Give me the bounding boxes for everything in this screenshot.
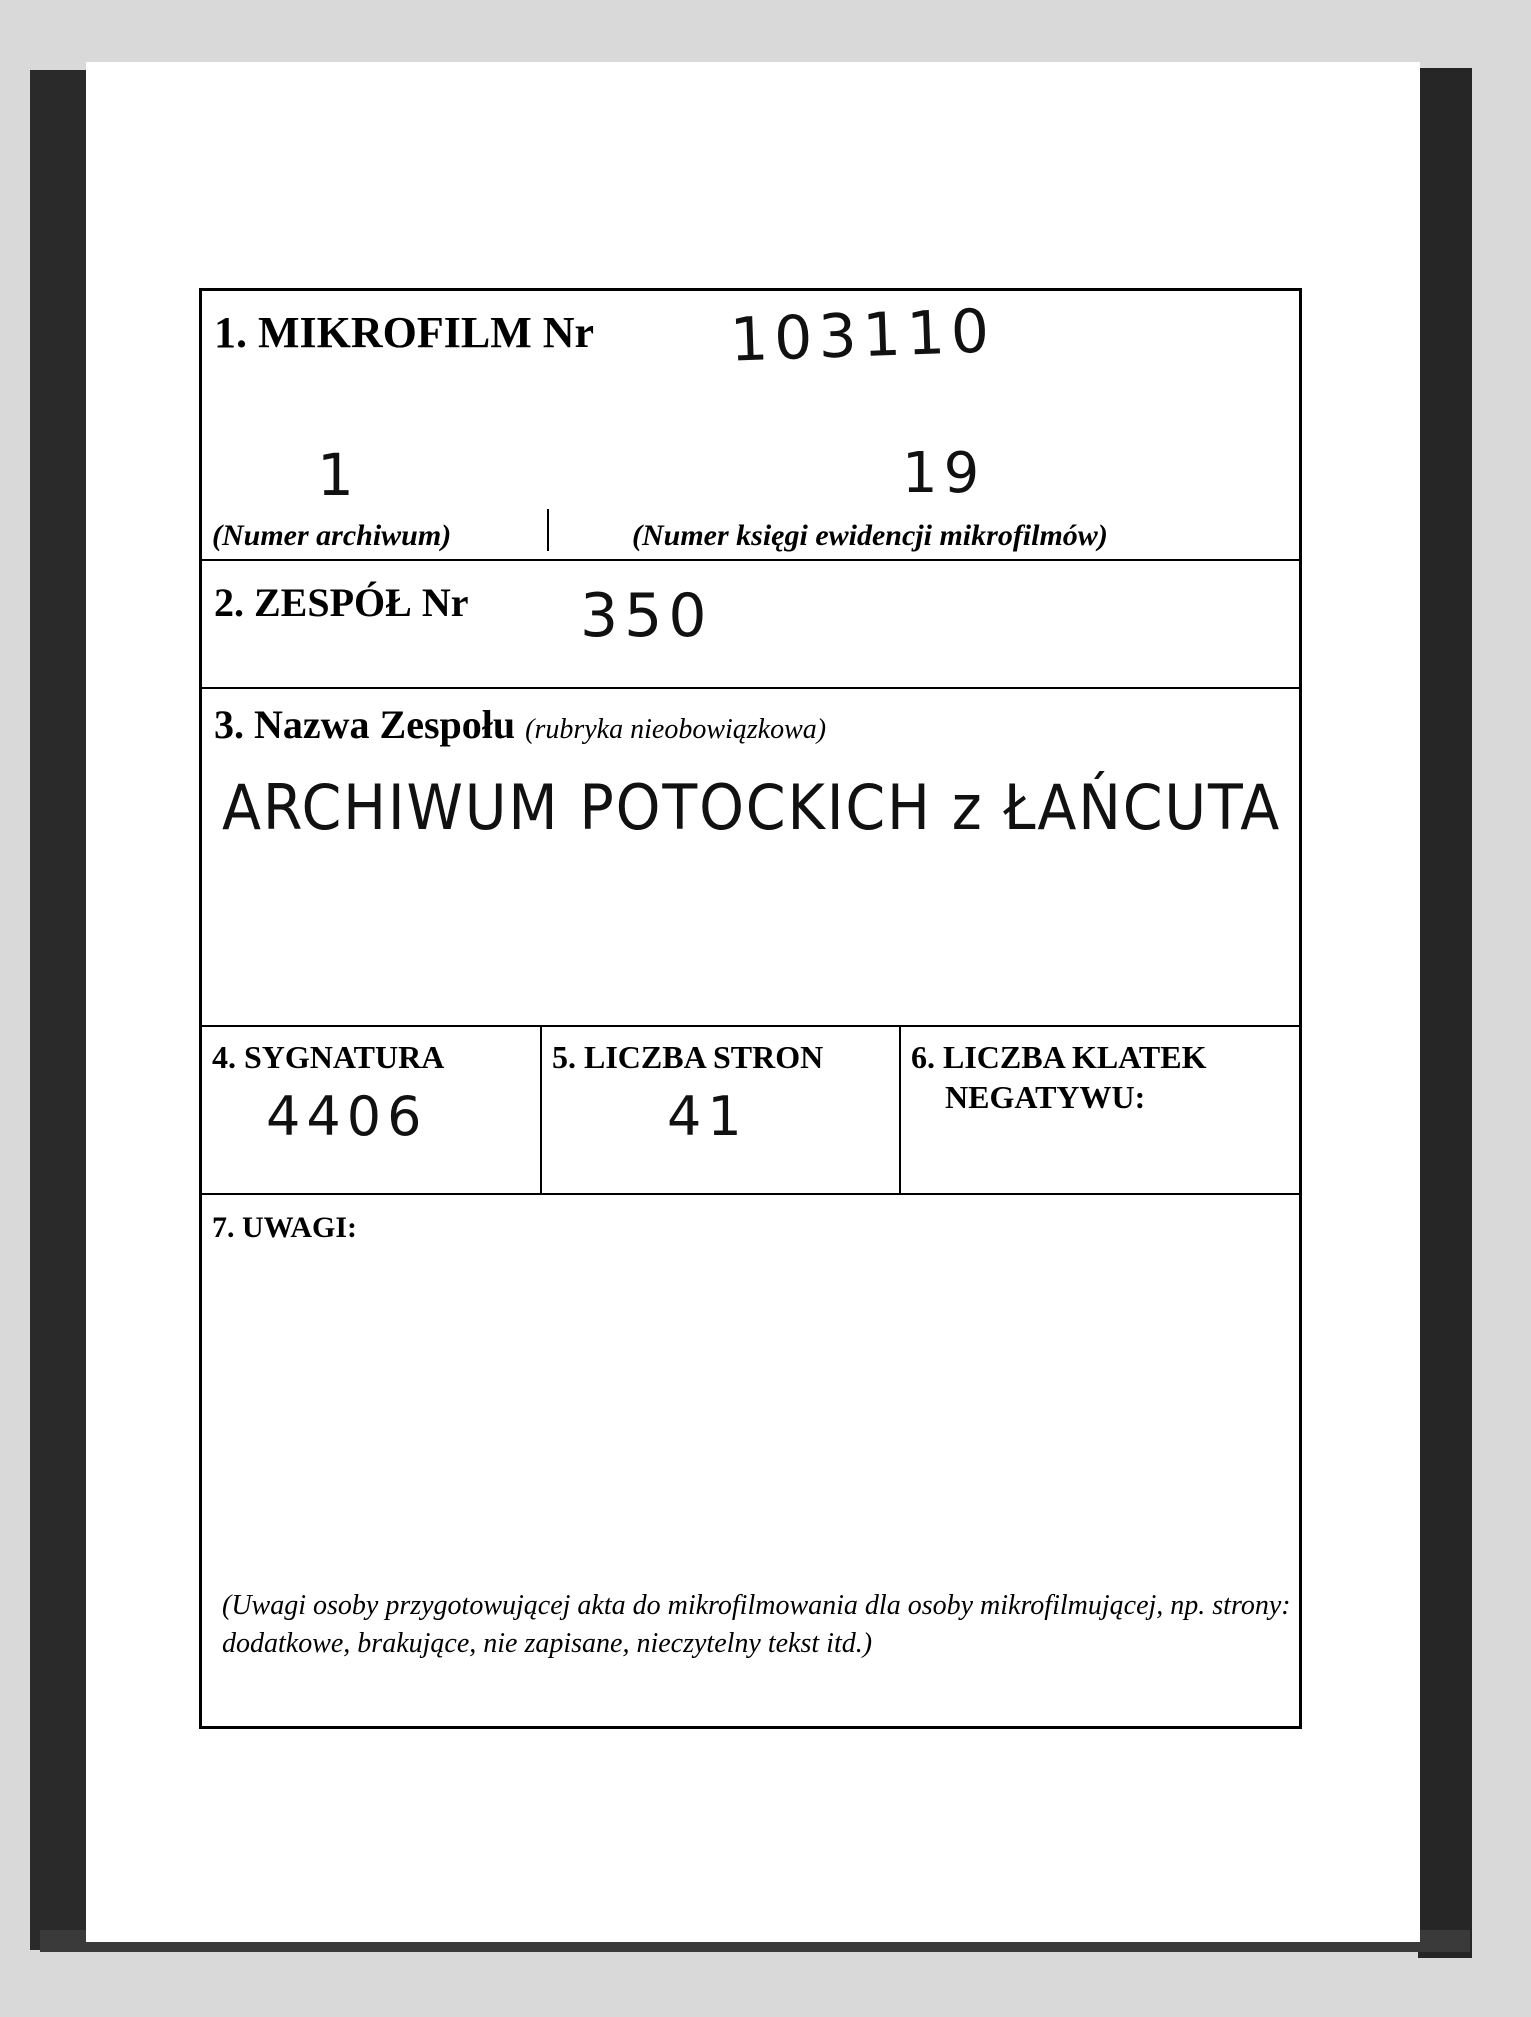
register-number-value: 19 (902, 441, 986, 506)
microfilm-label: 1. MIKROFILM Nr (214, 308, 595, 357)
remarks-note: (Uwagi osoby przygotowującej akta do mikrofilmowania dla osoby mikrofilmującej, np. strony: dodatkowe, brakujące, nie zapisane, nieczytelny tekst itd.) (222, 1590, 1291, 1659)
row-microfilm-number (202, 291, 1299, 561)
frame-count-label-line1: 6. LICZBA KLATEK (911, 1039, 1207, 1075)
caption-divider (547, 509, 549, 551)
row-fonds-name (202, 689, 1299, 1027)
signature-value: 4406 (266, 1085, 428, 1148)
frame-count-label-line2: NEGATYWU: (945, 1079, 1146, 1115)
row-counts (202, 1027, 1299, 1195)
remarks-label: 7. UWAGI: (212, 1211, 358, 1244)
frame-count-cell (901, 1027, 1301, 1193)
archive-number-value: 1 (317, 441, 360, 509)
page-count-label: 5. LICZBA STRON (552, 1039, 824, 1075)
archive-number-caption: (Numer archiwum) (212, 519, 452, 552)
row-remarks (202, 1195, 1299, 1726)
fonds-name-hint: (rubryka nieobowiązkowa) (525, 714, 827, 745)
microfilm-form (199, 288, 1302, 1729)
page-count-cell (542, 1027, 901, 1193)
register-number-caption: (Numer księgi ewidencji mikrofilmów) (632, 519, 1108, 552)
row-fonds-number (202, 561, 1299, 689)
fonds-number-value: 350 (580, 581, 713, 651)
fonds-name-value: ARCHIWUM POTOCKICH z ŁAŃCUTA (222, 771, 1282, 844)
microfilm-number-value: 103110 (728, 296, 997, 376)
signature-cell (202, 1027, 542, 1193)
scan-edge-left (30, 70, 88, 1950)
page-count-value: 41 (667, 1085, 748, 1148)
fonds-name-label (214, 701, 826, 748)
scan-edge-right (1418, 68, 1472, 1958)
fonds-name-label-text: 3. Nazwa Zespołu (214, 702, 516, 747)
signature-label: 4. SYGNATURA (212, 1039, 445, 1075)
fonds-number-label: 2. ZESPÓŁ Nr (214, 580, 469, 625)
